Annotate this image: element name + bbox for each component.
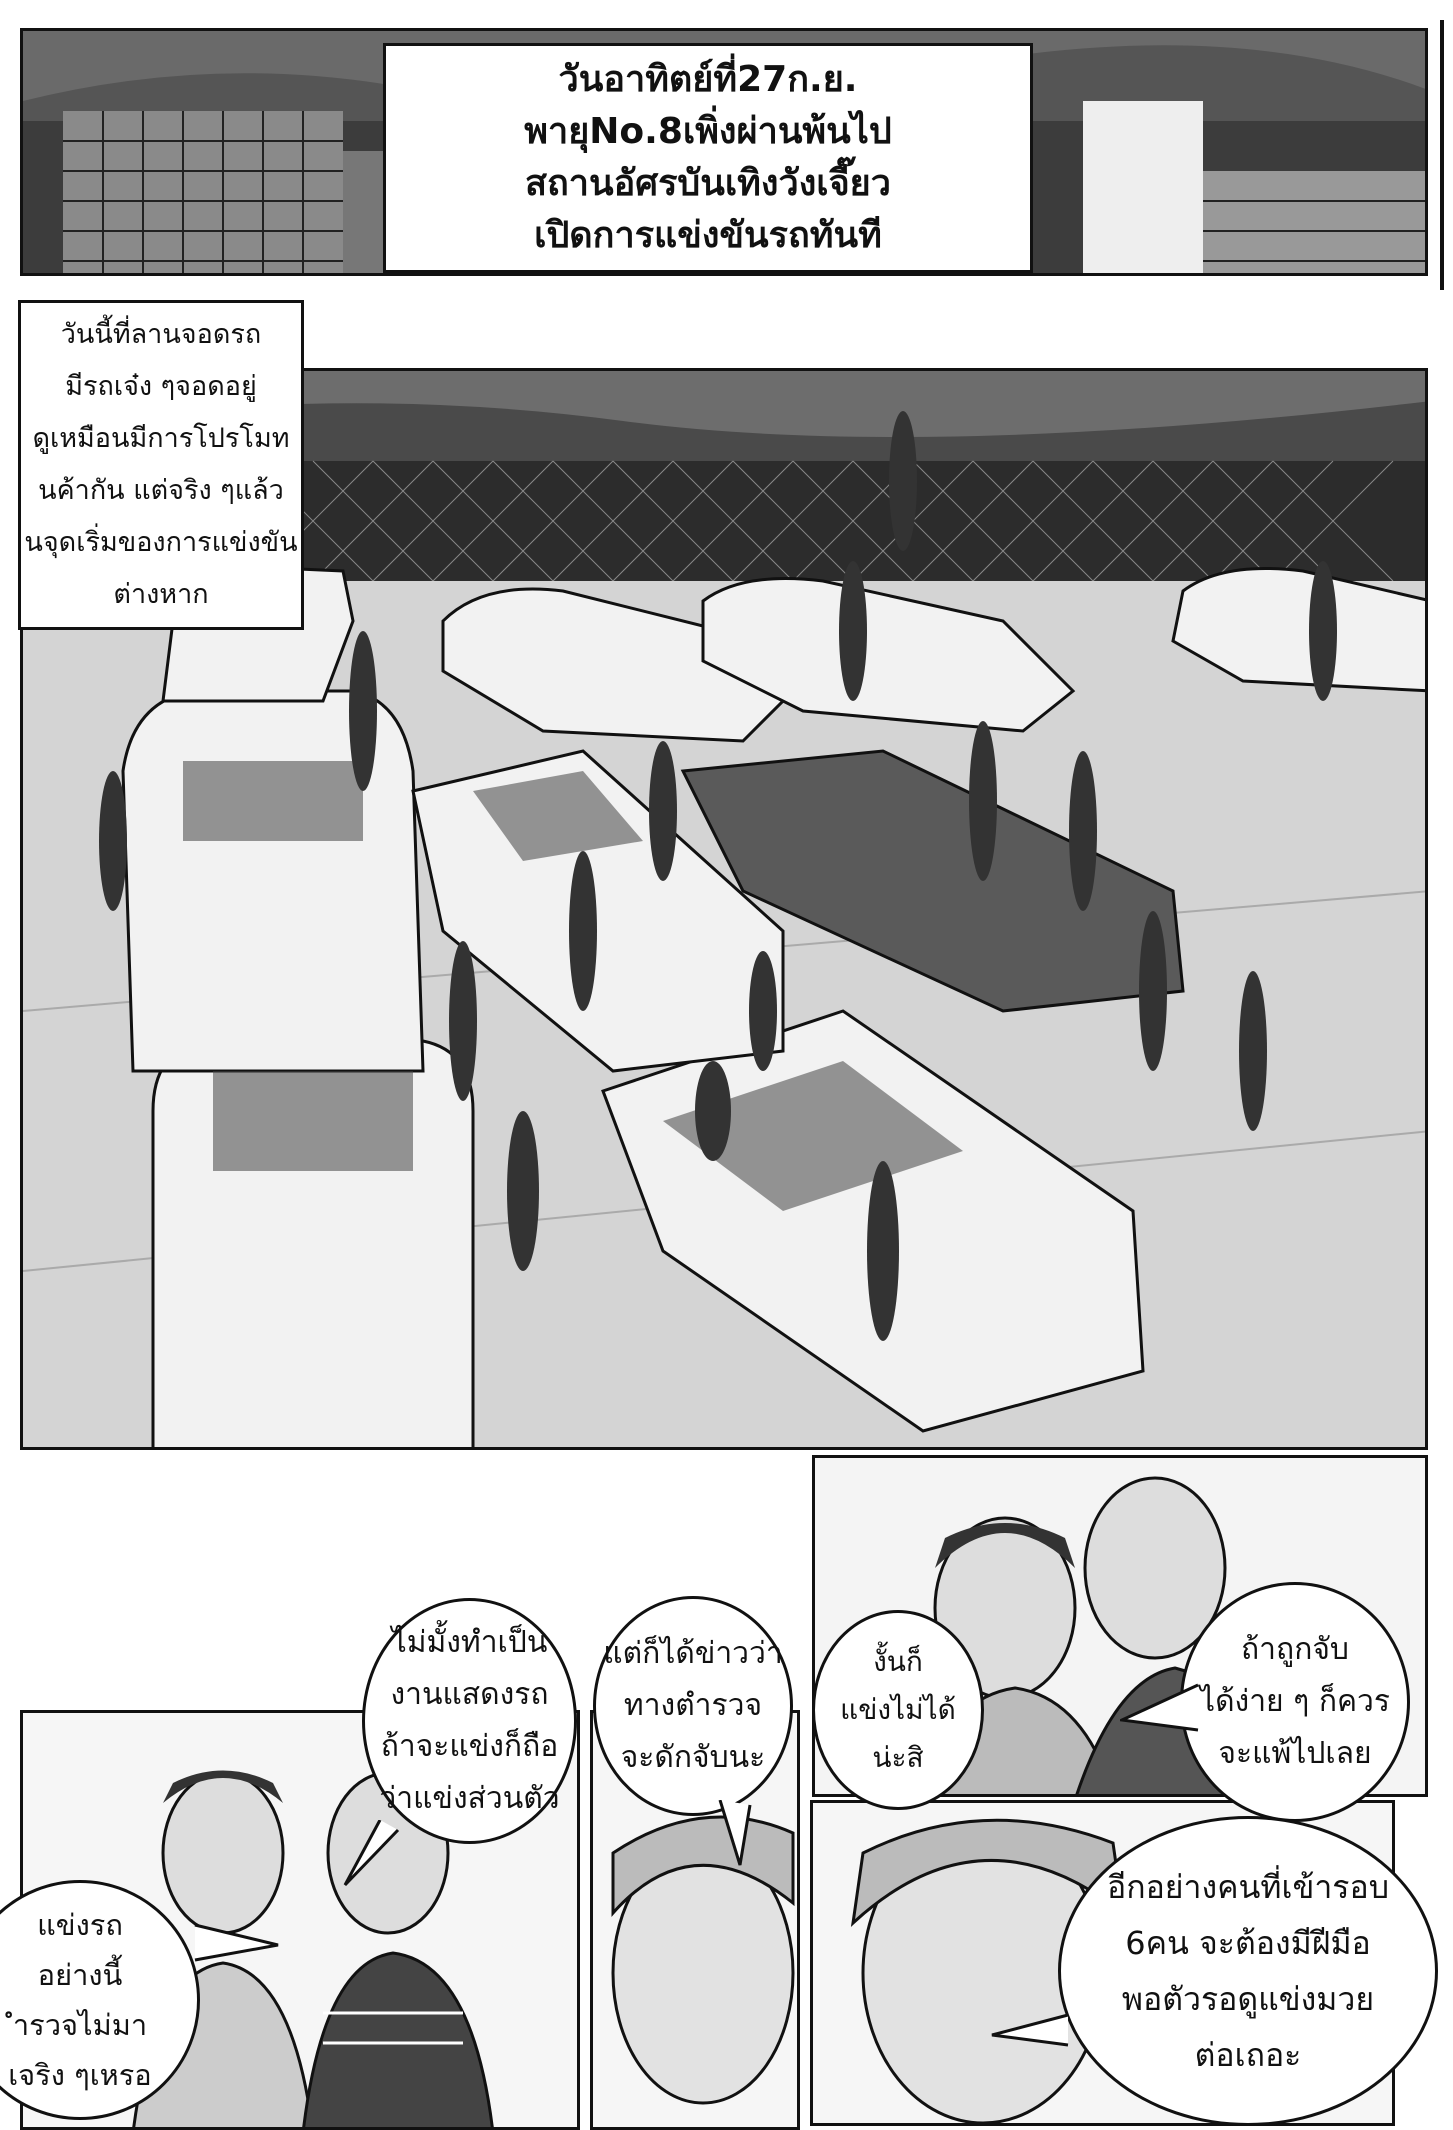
bubble-line: ถ้าถูกจับ [1241,1632,1349,1667]
bubble-line: ทางตำรวจ [623,1688,763,1723]
bubble-tail [190,1920,280,1970]
speech-bubble-six-finalists [1058,1816,1438,2126]
narration-line: นจุดเริ่มของการแข่งขัน [24,527,298,558]
header-caption-line: สถานอัศรบันเทิงวังเจี๊ยว [525,163,891,204]
bubble-line: ไม่มั้งทำเป็น [391,1625,548,1660]
bubble-tail [715,1800,755,1870]
narration-line: ต่างหาก [113,579,209,610]
bubble-tail [990,2010,1070,2060]
bubble-line: อีกอย่างคนที่เข้ารอบ [1106,1868,1390,1906]
speech-bubble-police-rumor [593,1596,793,1816]
bubble-line: งานแสดงรถ [390,1677,549,1712]
header-caption-line: พายุNo.8เพิ่งผ่านพ้นไป [524,111,892,152]
speech-bubble-cannot-race [812,1610,984,1810]
speech-bubble-show-or-private [362,1598,577,1844]
bubble-line: งั้นก็ [873,1645,923,1678]
header-caption [383,43,1033,273]
narration-line: วันนี้ที่ลานจอดรถ [60,319,262,350]
bubble-line: น่ะสิ [872,1741,924,1774]
header-caption-line: วันอาทิตย์ที่27ก.ย. [558,59,858,100]
narration-line: นค้ากัน แต่จริง ๆแล้ว [38,475,284,506]
header-caption-line: เปิดการแข่งขันรถทันที [534,215,882,256]
bubble-line: จะแพ้ไปเลย [1218,1736,1372,1771]
bubble-tail [340,1820,400,1890]
narration-line: ดูเหมือนมีการโปรโมท [32,423,290,454]
bubble-line: 6คน จะต้องมีฝีมือ [1125,1924,1371,1962]
page-edge-mark [1440,20,1444,290]
bubble-line: พอตัวรอดูแข่งมวย [1121,1980,1375,2018]
narration-line: มีรถเจ๋ง ๆจอดอยู่ [65,371,257,402]
bubble-line: แต่ก็ได้ข่าวว่า [603,1636,783,1671]
bubble-line: จะดักจับนะ [620,1740,766,1775]
panel-header [20,28,1428,276]
bubble-line: อย่างนี้ [37,1958,123,1992]
bubble-line: ต่อเถอะ [1194,2036,1302,2074]
bubble-line: แข่งไม่ได้ [840,1693,956,1726]
bubble-line: ได้ง่าย ๆ ก็ควร [1199,1684,1391,1719]
speech-bubble-if-caught [1180,1582,1410,1822]
bubble-line: ถ้าจะแข่งก็ถือ [380,1729,559,1764]
bubble-line: แข่งรถ [37,1908,123,1942]
bubble-line: ว่าแข่งส่วนตัว [379,1781,560,1816]
bubble-line: เจริง ๆเหรอ [8,2058,152,2092]
narration-caption [18,300,304,630]
bubble-tail [1120,1680,1200,1740]
bubble-line: ำรวจไม่มา [12,2008,148,2042]
